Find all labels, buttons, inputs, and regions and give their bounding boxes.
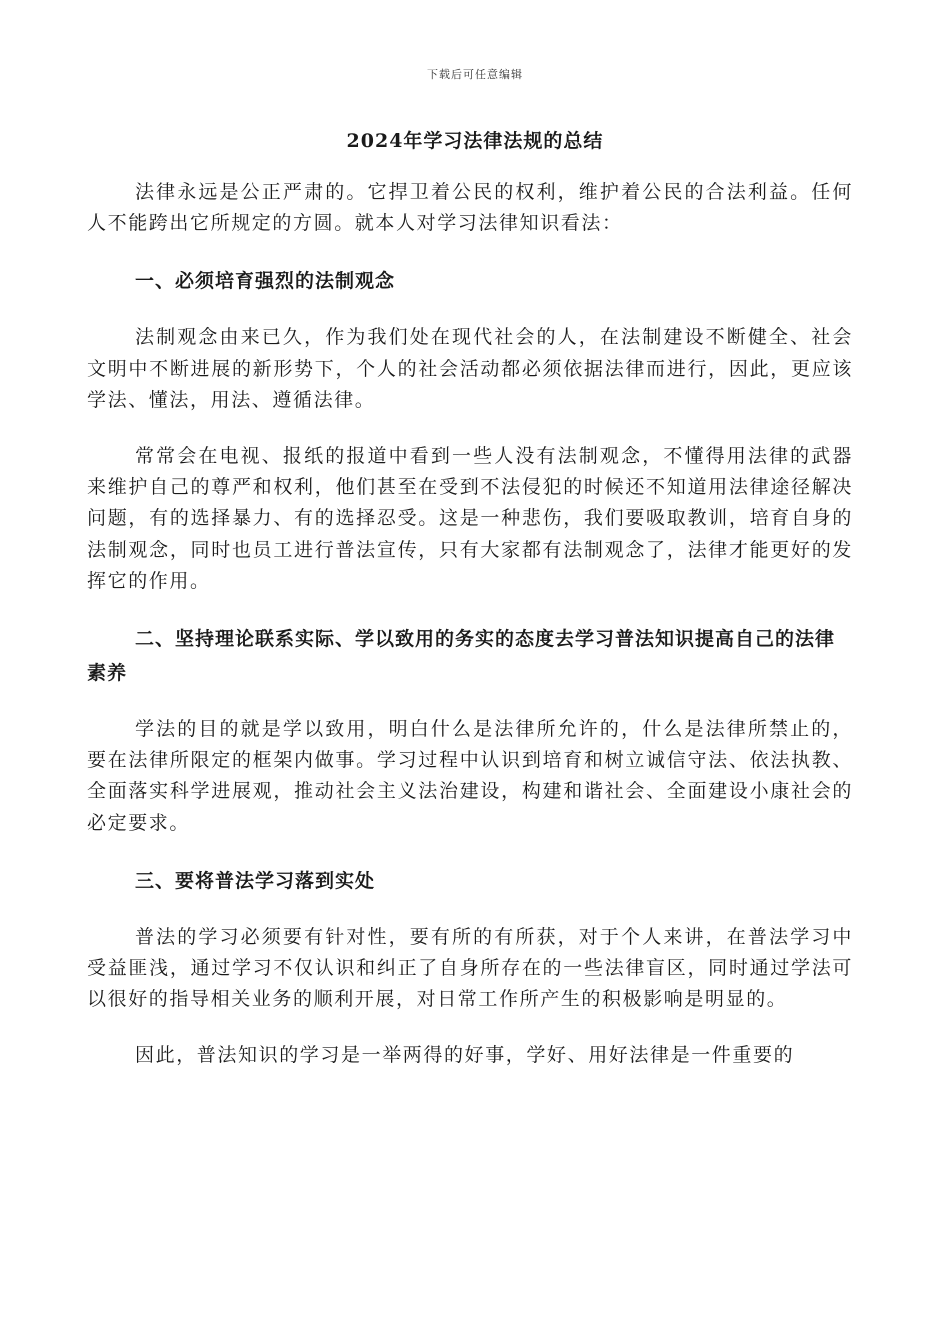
section-2-paragraph-1: 学法的目的就是学以致用，明白什么是法律所允许的，什么是法律所禁止的，要在法律所限定的框架内做事。学习过程中认识到培育和树立诚信守法、依法执教、全面落实科学进展观，推动社会主义法治建设，构建和谐社会、全面建设小康社会的必定要求。 [87,718,853,834]
header-note: 下载后可任意编辑 [427,68,523,81]
section-1-heading: 一、必须培育强烈的法制观念 [135,270,396,293]
intro-paragraph: 法律永远是公正严肃的。它捍卫着公民的权利，维护着公民的合法利益。任何人不能跨出它所规定的方圆。就本人对学习法律知识看法： [87,181,853,235]
section-3-paragraph-1: 普法的学习必须要有针对性，要有所的有所获，对于个人来讲，在普法学习中受益匪浅，通过学习不仅认识和纠正了自身所存在的一些法律盲区，同时通过学法可以很好的指导相关业务的顺利开展，对日常工作所产生的积极影响是明显的。 [87,925,853,1011]
section-1-paragraph-2: 常常会在电视、报纸的报道中看到一些人没有法制观念，不懂得用法律的武器来维护自己的尊严和权利，他们甚至在受到不法侵犯的时候还不知道用法律途径解决问题，有的选择暴力、有的选择忍受。这是一种悲伤，我们要吸取教训，培育自身的法制观念，同时也员工进行普法宣传，只有大家都有法制观念了，法律才能更好的发挥它的作用。 [87,445,853,592]
document-body [87,177,853,1097]
section-1-paragraph-1: 法制观念由来已久，作为我们处在现代社会的人，在法制建设不断健全、社会文明中不断进展的新形势下，个人的社会活动都必须依据法律而进行，因此，更应该学法、懂法，用法、遵循法律。 [87,326,853,411]
document-title: 2024年学习法律法规的总结 [346,130,604,152]
section-2-heading: 二、坚持理论联系实际、学以致用的务实的态度去学习普法知识提高自己的法律素养 [87,628,836,685]
section-3-paragraph-2: 因此，普法知识的学习是一举两得的好事，学好、用好法律是一件重要的 [135,1044,795,1067]
section-3-heading: 三、要将普法学习落到实处 [135,869,376,892]
